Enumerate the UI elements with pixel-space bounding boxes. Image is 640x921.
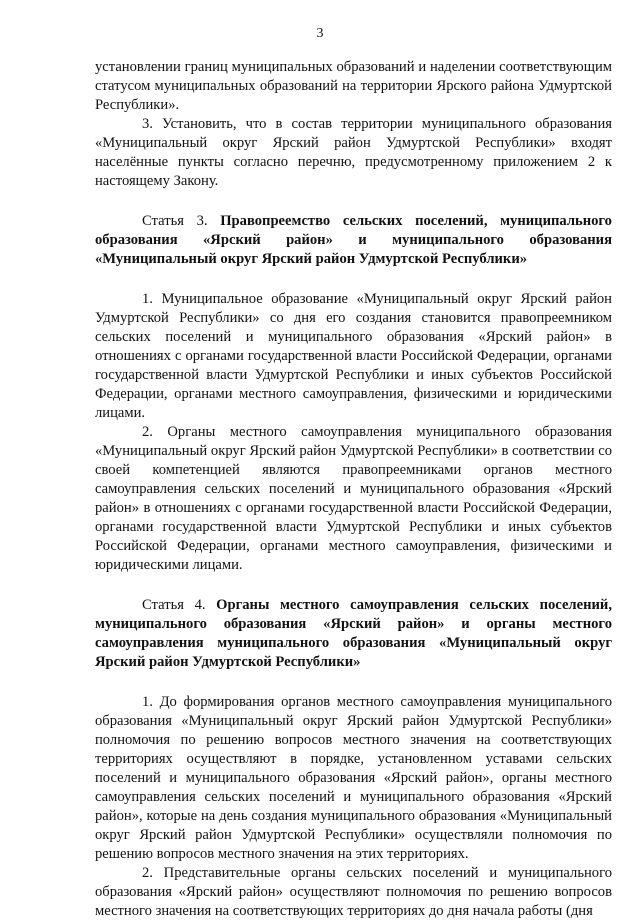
article-3-paragraph-2: 2. Органы местного самоуправления муниципального образования «Муниципальный округ Ярский район Удмуртской Республики» в соответствии со своей компетенцией являются правопреемниками органов местного самоуправления сельских поселений и муниципального образования «Ярский район» в отношениях с органами государственной власти Российской Федерации, органами государственной власти Удмуртской Республики и иных субъектов Российской Федерации, органами местного самоуправления, физическими и юридическими лицами. bbox=[95, 424, 612, 573]
article-4-title: Органы местного самоуправления сельских поселений, муниципального образования «Ярский район» и органы местного самоуправления муниципального образования «Муниципальный округ Ярский район Удмуртской Республики» bbox=[95, 597, 612, 670]
page-number: 3 bbox=[316, 26, 324, 41]
intro-paragraph-2: 3. Установить, что в состав территории муниципального образования «Муниципальный округ Ярский район Удмуртской Республики» входят населённые пункты согласно перечню, предусмотренному приложением 2 к настоящему Закону. bbox=[95, 116, 612, 189]
article-4-heading bbox=[95, 596, 612, 672]
article-3-title: Правопреемство сельских поселений, муниципального образования «Ярский район» и муниципального образования «Муниципальный округ Ярский район Удмуртской Республики» bbox=[95, 213, 612, 267]
article-4-paragraph-1: 1. До формирования органов местного самоуправления муниципального образования «Муниципальный округ Ярский район Удмуртской Республики» полномочия по решению вопросов местного значения на соответствующих территориях осуществляют в порядке, установленном уставами сельских поселений и муниципального образования «Ярский район», органы местного самоуправления сельских поселений и муниципального образования «Ярский район», которые на день создания муниципального образования «Муниципальный округ Ярский район Удмуртской Республики» осуществляли полномочия по решению вопросов местного значения на этих территориях. bbox=[95, 694, 612, 862]
article-3-heading bbox=[95, 212, 612, 269]
article-3-paragraph-1: 1. Муниципальное образование «Муниципальный округ Ярский район Удмуртской Республики» со дня его создания становится правопреемником сельских поселений и муниципального образования «Ярский район» в отношениях с органами государственной власти Российской Федерации, органами государственной власти Удмуртской Республики и иных субъектов Российской Федерации, органами местного самоуправления, физическими и юридическими лицами. bbox=[95, 291, 612, 421]
article-4-paragraph-2: 2. Представительные органы сельских поселений и муниципального образования «Ярский район» осуществляют полномочия по решению вопросов местного значения на соответствующих территориях до дня начала работы (дня bbox=[95, 865, 612, 919]
document-body bbox=[95, 58, 612, 921]
article-4-label: Статья 4. bbox=[142, 597, 206, 613]
intro-paragraph-1: установлении границ муниципальных образований и наделении соответствующим статусом муниципальных образований на территории Ярского района Удмуртской Республики». bbox=[95, 59, 612, 113]
article-3-label: Статья 3. bbox=[142, 213, 208, 229]
